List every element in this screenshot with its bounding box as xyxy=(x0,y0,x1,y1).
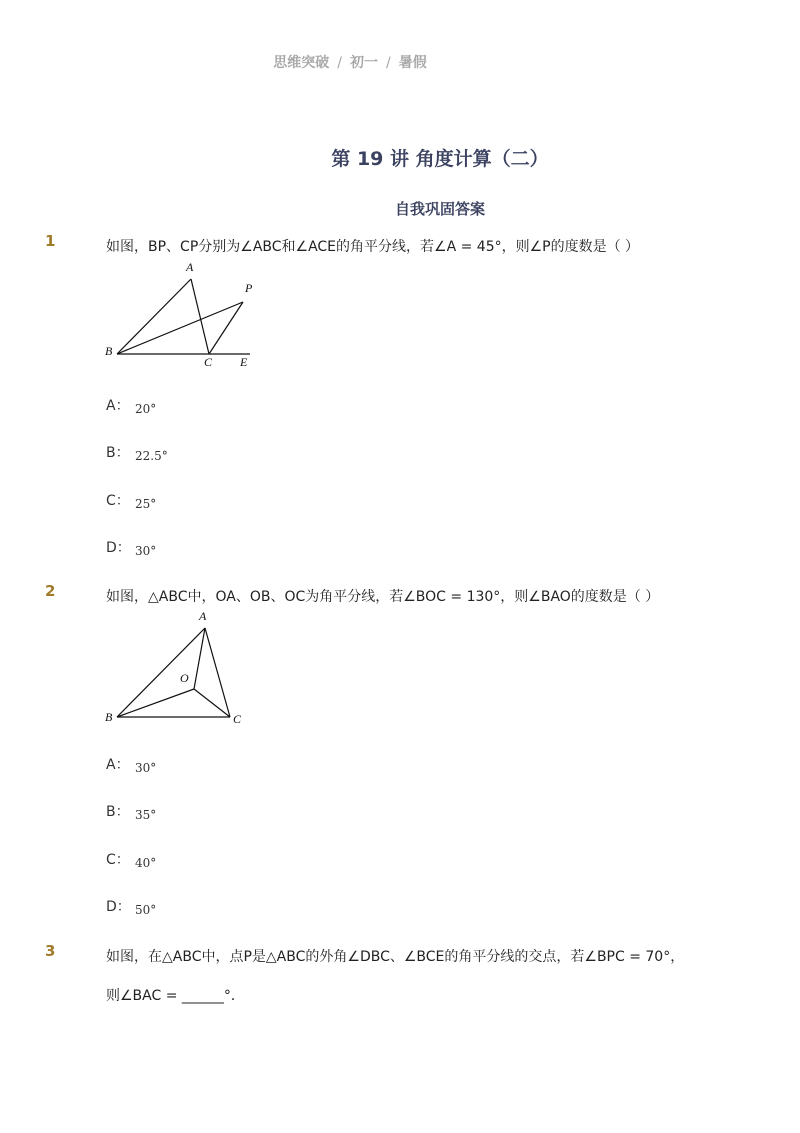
answer-option[interactable] xyxy=(106,849,156,869)
option-value: 50° xyxy=(135,903,157,917)
figure-line xyxy=(194,689,230,717)
option-value: 20° xyxy=(135,402,157,416)
answer-option[interactable] xyxy=(106,754,156,774)
option-letter: B： xyxy=(106,445,130,461)
figure-label: A xyxy=(199,609,207,623)
section-subtitle: 自我巩固答案 xyxy=(394,200,485,218)
question-number: 3 xyxy=(45,942,56,960)
figure-label: A xyxy=(186,260,194,274)
figure-label: O xyxy=(180,671,189,685)
option-letter: A： xyxy=(106,398,130,414)
option-letter: D： xyxy=(106,540,131,556)
answer-option[interactable] xyxy=(106,537,156,557)
breadcrumb xyxy=(0,52,700,72)
figure-label: C xyxy=(233,712,242,726)
option-value: 22.5° xyxy=(135,449,168,463)
answer-option[interactable] xyxy=(106,442,168,462)
question-text: 如图，△ABC中，OA、OB、OC为角平分线，若∠BOC = 130°，则∠BAO的度数是（ ） xyxy=(106,589,660,605)
figure-line xyxy=(209,302,243,354)
question-text-continued: 则∠BAC = ______°． xyxy=(106,988,245,1004)
option-letter: C： xyxy=(106,852,130,868)
option-letter: B： xyxy=(106,804,130,820)
option-letter: A： xyxy=(106,757,130,773)
option-value: 30° xyxy=(135,544,157,558)
page-title: 第 19 讲 角度计算（二） xyxy=(331,148,549,170)
breadcrumb-item: 暑假 xyxy=(398,55,427,71)
answer-option[interactable] xyxy=(106,490,156,510)
breadcrumb-separator: / xyxy=(337,55,342,71)
figure-label: P xyxy=(245,281,253,295)
question-number: 1 xyxy=(45,232,56,250)
option-letter: D： xyxy=(106,899,131,915)
option-value: 25° xyxy=(135,497,157,511)
question-text: 如图，BP、CP分别为∠ABC和∠ACE的角平分线，若∠A = 45°，则∠P的度数是（ ） xyxy=(106,239,640,255)
option-letter: C： xyxy=(106,493,130,509)
figure-line xyxy=(117,279,191,354)
figure-label: C xyxy=(204,355,213,369)
option-value: 40° xyxy=(135,856,157,870)
answer-option[interactable] xyxy=(106,896,156,916)
figure-label: B xyxy=(105,344,113,358)
figure-line xyxy=(205,628,230,717)
answer-option[interactable] xyxy=(106,801,156,821)
question-figure xyxy=(100,258,270,373)
question-figure xyxy=(100,608,260,728)
answer-option[interactable] xyxy=(106,395,156,415)
breadcrumb-separator: / xyxy=(386,55,391,71)
figure-line xyxy=(117,302,243,354)
option-value: 30° xyxy=(135,761,157,775)
figure-label: B xyxy=(105,710,113,724)
breadcrumb-item: 初一 xyxy=(350,55,378,71)
option-value: 35° xyxy=(135,808,157,822)
question-number: 2 xyxy=(45,582,56,600)
figure-line xyxy=(117,689,194,717)
breadcrumb-item: 思维突破 xyxy=(273,55,330,71)
figure-label: E xyxy=(240,355,248,369)
figure-line xyxy=(117,628,205,717)
question-text: 如图，在△ABC中，点P是△ABC的外角∠DBC、∠BCE的角平分线的交点，若∠BPC = 70°， xyxy=(106,949,685,965)
